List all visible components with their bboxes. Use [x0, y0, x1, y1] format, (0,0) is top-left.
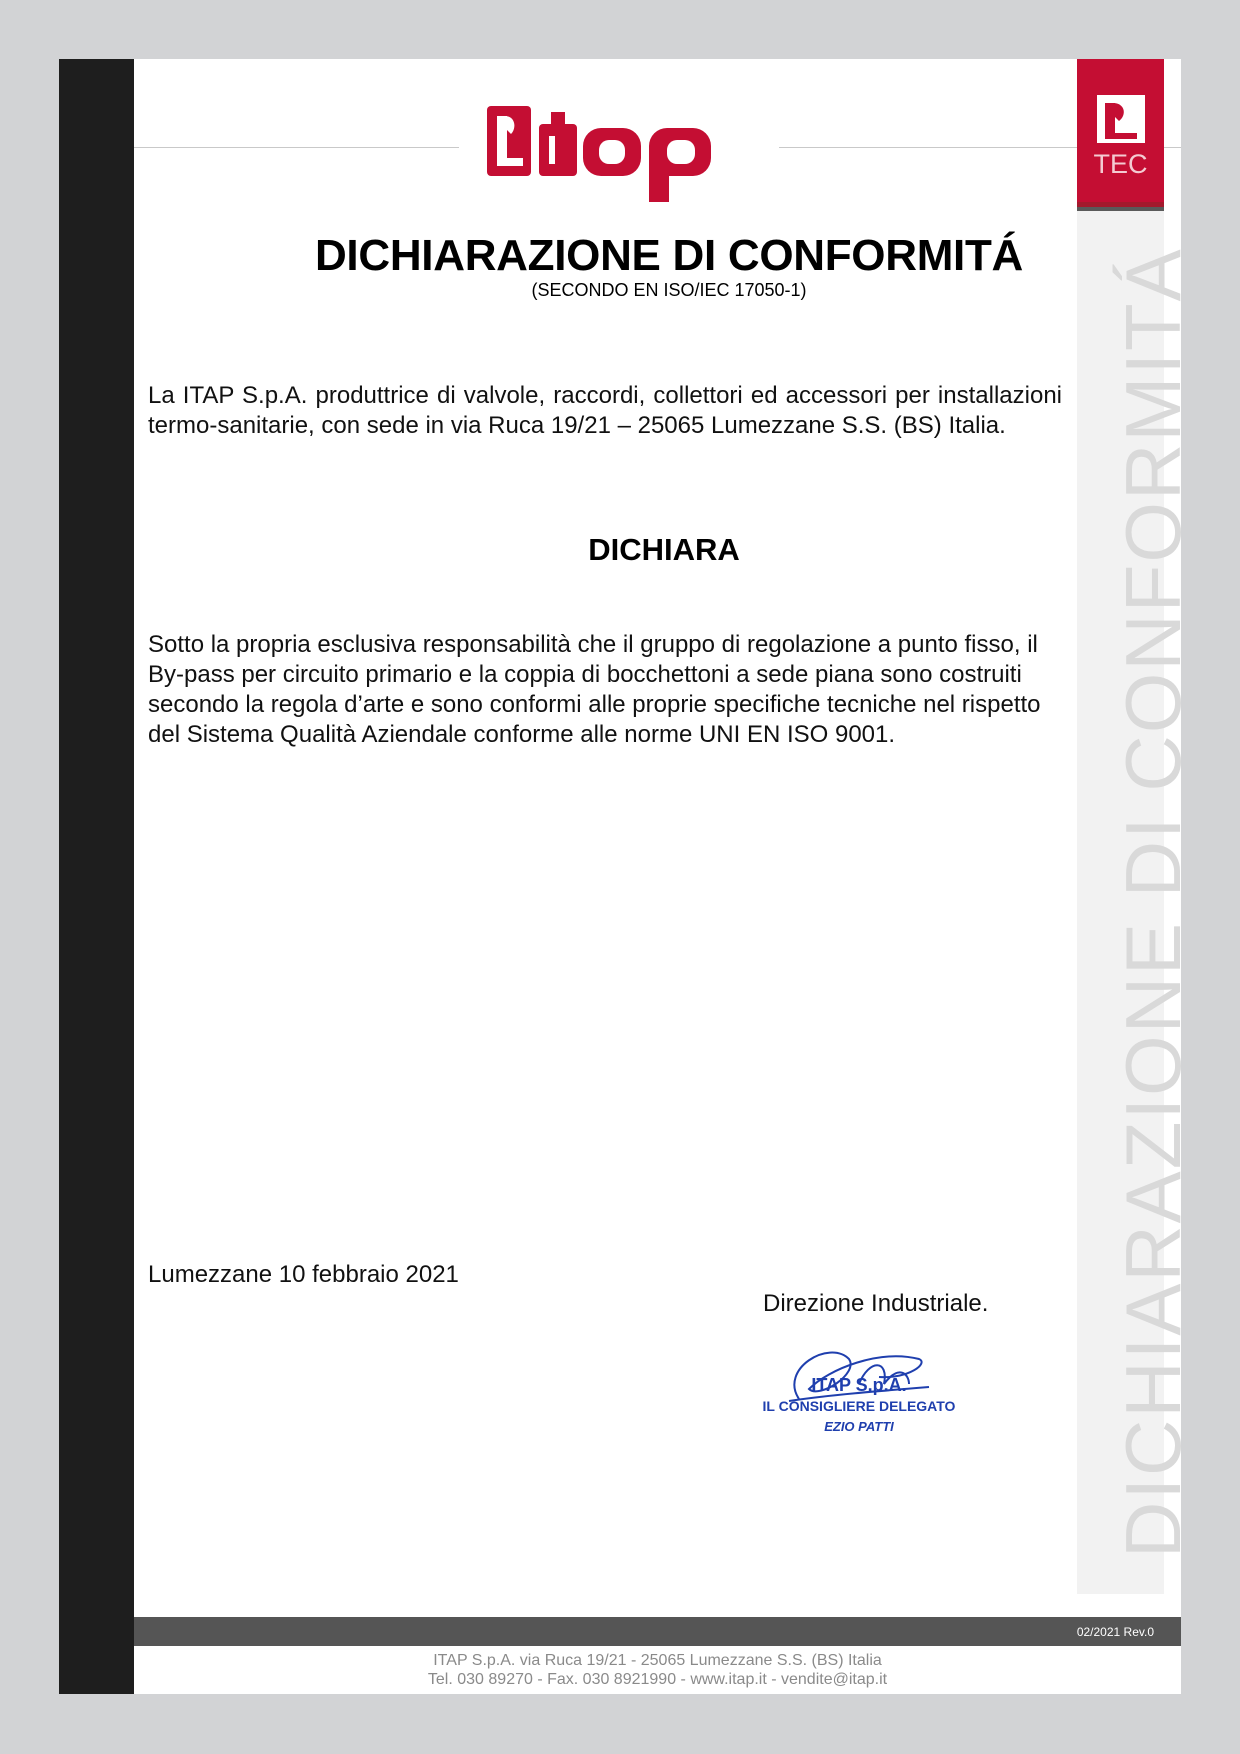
document-title: DICHIARAZIONE DI CONFORMITÁ	[314, 231, 1024, 280]
left-dark-bar	[59, 59, 134, 1694]
footer-address-line: ITAP S.p.A. via Ruca 19/21 - 25065 Lumezzane S.S. (BS) Italia	[433, 1652, 882, 1669]
tec-label: TEC	[1093, 149, 1148, 179]
document-subtitle: (SECONDO EN ISO/IEC 17050-1)	[531, 280, 807, 300]
vertical-watermark: DICHIARAZIONE DI CONFORMITÁ	[1109, 247, 1197, 1558]
document-page	[59, 59, 1181, 1694]
header-rule-left	[134, 147, 459, 148]
stamp-company: ITAP S.p.A.	[811, 1375, 907, 1395]
stamp-name: EZIO PATTI	[824, 1419, 894, 1434]
footer-bar	[134, 1617, 1181, 1646]
declares-heading: DICHIARA	[588, 532, 740, 567]
footer-contact-line: Tel. 030 89270 - Fax. 030 8921990 - www.itap.it - vendite@itap.it	[427, 1671, 888, 1688]
intro-paragraph: La ITAP S.p.A. produttrice di valvole, raccordi, collettori ed accessori per installazioni termo-sanitarie, con sede in via Ruca 19/21 – 25065 Lumezzane S.S. (BS) Italia.	[148, 382, 1062, 439]
itap-mark-icon	[1097, 95, 1145, 143]
signatory-department: Direzione Industriale.	[763, 1290, 989, 1317]
itap-logo	[487, 106, 753, 202]
footer-address	[134, 1651, 1181, 1689]
stamp-graphic	[759, 1329, 969, 1439]
itap-logo-graphic	[487, 106, 753, 202]
stamp-role: IL CONSIGLIERE DELEGATO	[762, 1398, 956, 1414]
place-date: Lumezzane 10 febbraio 2021	[148, 1261, 459, 1288]
declaration-paragraph: Sotto la propria esclusiva responsabilità che il gruppo di regolazione a punto fisso, il By-pass per circuito primario e la coppia di bocchettoni a sede piana sono costruiti secondo la regola d’arte e sono conformi alle proprie specifiche tecniche nel rispetto del Sistema Qualità Aziendale conforme alle norme UNI EN ISO 9001.	[148, 631, 1041, 748]
company-stamp-signature	[759, 1329, 969, 1439]
revision-label: 02/2021 Rev.0	[1076, 1625, 1154, 1639]
